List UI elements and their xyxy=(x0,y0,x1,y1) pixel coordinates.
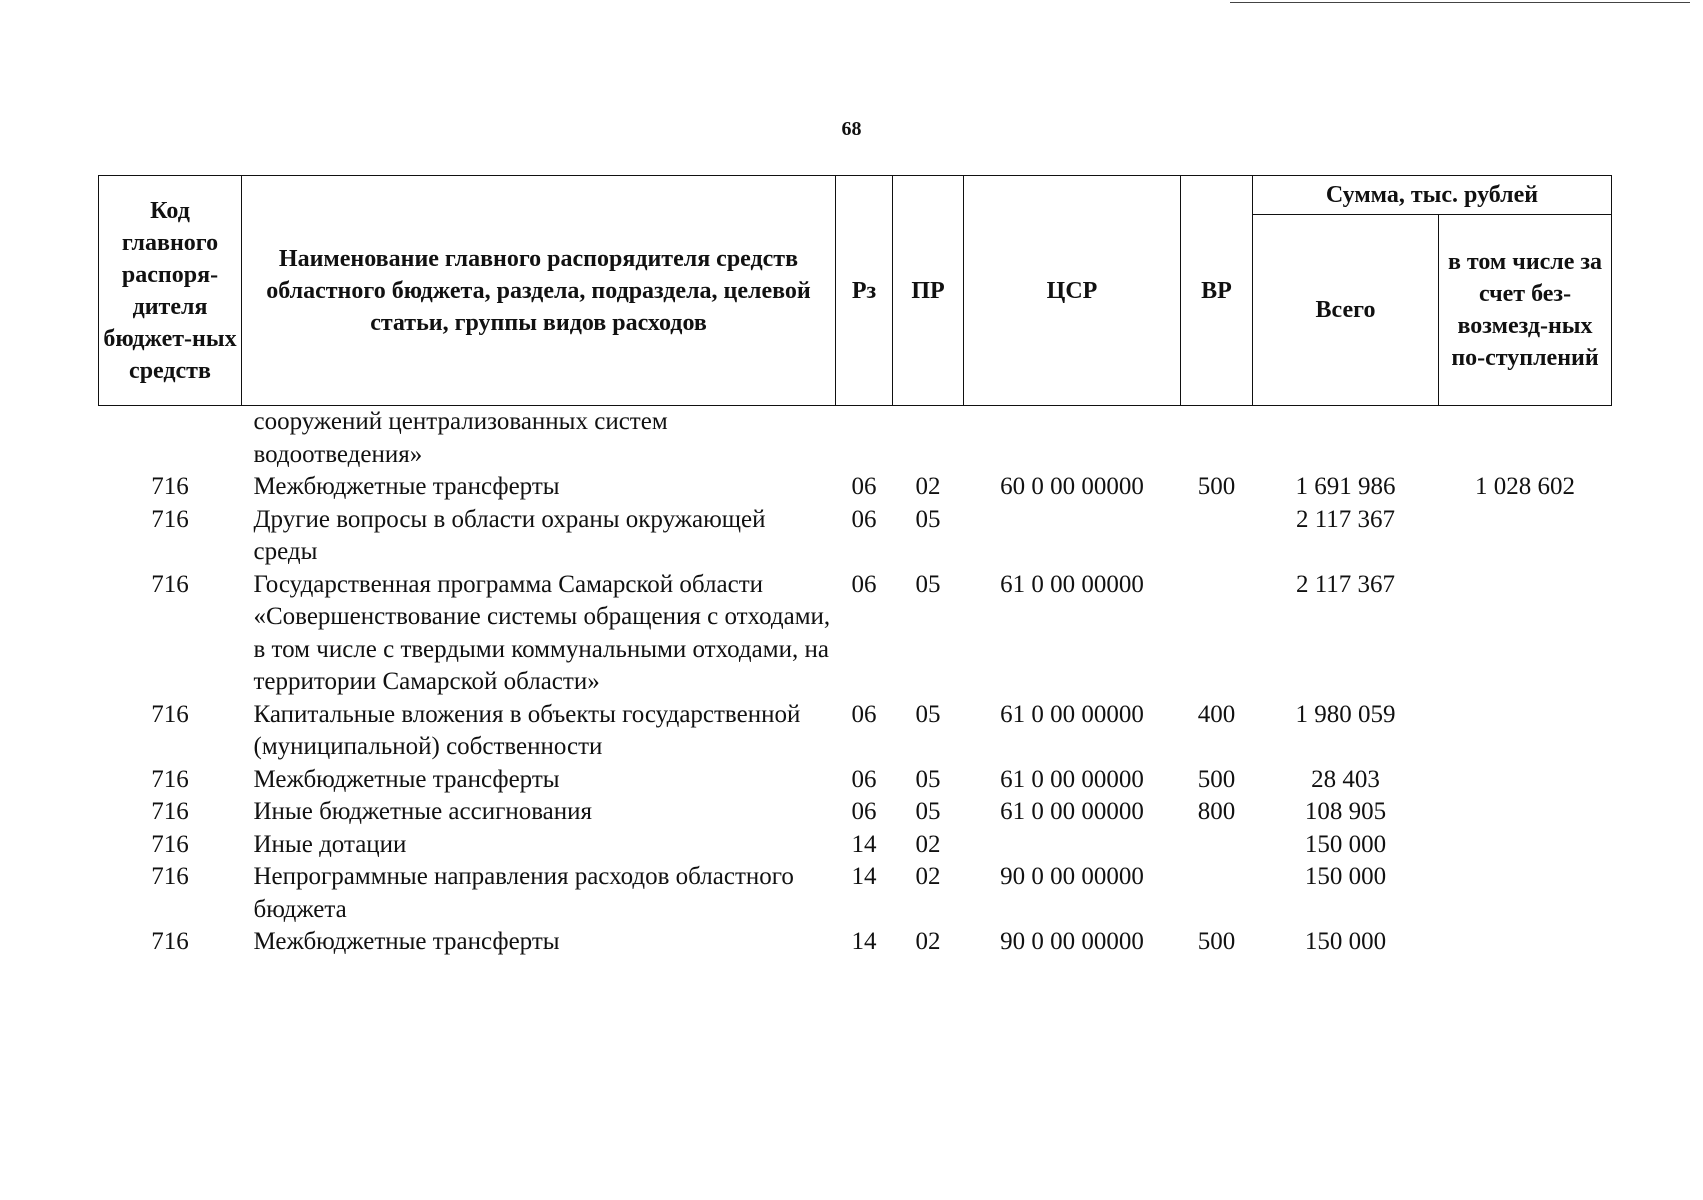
cell-csr xyxy=(964,504,1181,569)
cell-pr: 05 xyxy=(915,765,941,793)
header-csr: ЦСР xyxy=(964,176,1181,406)
cell-name: Непрограммные направления расходов областного бюджета xyxy=(253,863,794,923)
cell-rz: 06 xyxy=(851,798,877,825)
cell-pr: 02 xyxy=(915,830,941,858)
cell-name: Иные дотации xyxy=(253,830,407,858)
cell-rz: 14 xyxy=(851,928,877,955)
cell-rz xyxy=(836,406,893,472)
cell-csr: 61 0 00 00000 xyxy=(1000,798,1144,825)
cell-vr: 800 xyxy=(1197,798,1236,825)
cell-total: 150 000 xyxy=(1304,863,1387,890)
cell-pr: 02 xyxy=(915,928,941,955)
cell-total: 28 403 xyxy=(1311,765,1380,793)
header-name: Наименование главного распорядителя средств областного бюджета, раздела, подраздела, целевой статьи, группы видов расходов xyxy=(242,176,836,406)
cell-vr: 500 xyxy=(1197,928,1236,955)
header-gratuitous: в том числе за счет без-возмезд-ных по-ступлений xyxy=(1439,215,1612,406)
cell-name: Другие вопросы в области охраны окружающей среды xyxy=(253,505,766,565)
header-vr: ВР xyxy=(1181,176,1253,406)
cell-csr xyxy=(964,406,1181,472)
cell-csr: 60 0 00 00000 xyxy=(1000,473,1144,500)
cell-code: 716 xyxy=(151,570,189,598)
table-header xyxy=(99,176,1612,406)
cell-gratuitous xyxy=(1439,504,1612,569)
cell-rz: 06 xyxy=(851,505,877,533)
table-row xyxy=(99,764,1612,797)
cell-rz: 06 xyxy=(851,473,877,500)
table-row xyxy=(99,926,1612,959)
cell-vr: 500 xyxy=(1197,765,1236,793)
cell-gratuitous xyxy=(1439,699,1612,764)
cell-name: Государственная программа Самарской области «Совершенствование системы обращения с отходами, в том числе с твердыми коммунальными отходами, на территории Самарской области» xyxy=(253,570,831,695)
cell-total: 1 980 059 xyxy=(1295,700,1396,728)
table-row xyxy=(99,406,1612,472)
cell-pr xyxy=(893,406,964,472)
cell-code: 716 xyxy=(151,473,189,500)
cell-gratuitous xyxy=(1439,569,1612,699)
top-rule xyxy=(1230,2,1690,3)
budget-table xyxy=(98,175,1612,959)
cell-code: 716 xyxy=(151,928,189,955)
cell-gratuitous xyxy=(1439,926,1612,959)
cell-csr xyxy=(964,829,1181,862)
cell-pr: 02 xyxy=(915,863,941,890)
cell-name: Межбюджетные трансферты xyxy=(253,765,560,793)
cell-pr: 05 xyxy=(915,505,941,533)
header-rz: Рз xyxy=(836,176,893,406)
cell-vr xyxy=(1181,861,1253,926)
cell-vr xyxy=(1181,406,1253,472)
cell-csr: 90 0 00 00000 xyxy=(1000,863,1144,890)
cell-total: 150 000 xyxy=(1304,830,1387,858)
cell-code: 716 xyxy=(151,830,189,858)
table-row xyxy=(99,504,1612,569)
header-code: Код главного распоря-дителя бюджет-ных средств xyxy=(99,176,242,406)
cell-vr: 500 xyxy=(1197,473,1236,500)
cell-code xyxy=(99,406,242,472)
cell-vr xyxy=(1181,504,1253,569)
table-body xyxy=(99,406,1612,959)
cell-code: 716 xyxy=(151,765,189,793)
cell-code: 716 xyxy=(151,505,189,533)
cell-name: Межбюджетные трансферты xyxy=(253,473,560,500)
cell-total: 150 000 xyxy=(1304,928,1387,955)
cell-total: 2 117 367 xyxy=(1295,505,1396,533)
table-row xyxy=(99,861,1612,926)
cell-csr: 61 0 00 00000 xyxy=(1000,700,1144,728)
cell-rz: 06 xyxy=(851,765,877,793)
page-number: 68 xyxy=(841,118,862,140)
cell-gratuitous xyxy=(1439,829,1612,862)
table-row xyxy=(99,471,1612,504)
cell-code: 716 xyxy=(151,863,189,890)
cell-name: Капитальные вложения в объекты государственной (муниципальной) собственности xyxy=(253,700,801,760)
header-total: Всего xyxy=(1253,215,1439,406)
cell-gratuitous xyxy=(1439,796,1612,829)
cell-vr xyxy=(1181,569,1253,699)
cell-pr: 05 xyxy=(915,798,941,825)
header-sum: Сумма, тыс. рублей xyxy=(1253,176,1612,215)
table-row xyxy=(99,569,1612,699)
cell-rz: 06 xyxy=(851,570,877,598)
cell-pr: 05 xyxy=(915,570,941,598)
cell-total: 108 905 xyxy=(1304,798,1387,825)
cell-pr: 02 xyxy=(915,473,941,500)
cell-csr: 61 0 00 00000 xyxy=(1000,765,1144,793)
cell-total: 2 117 367 xyxy=(1295,570,1396,598)
header-pr: ПР xyxy=(893,176,964,406)
cell-total xyxy=(1253,406,1439,472)
cell-csr: 90 0 00 00000 xyxy=(1000,928,1144,955)
cell-csr: 61 0 00 00000 xyxy=(1000,570,1144,598)
cell-vr xyxy=(1181,829,1253,862)
table-row xyxy=(99,699,1612,764)
cell-gratuitous xyxy=(1439,861,1612,926)
cell-gratuitous xyxy=(1439,406,1612,472)
cell-total: 1 691 986 xyxy=(1295,473,1396,500)
cell-gratuitous xyxy=(1439,764,1612,797)
cell-name: Межбюджетные трансферты xyxy=(253,928,560,955)
cell-vr: 400 xyxy=(1197,700,1236,728)
cell-name: сооружений централизованных систем водоотведения» xyxy=(253,408,668,468)
cell-rz: 06 xyxy=(851,700,877,728)
cell-code: 716 xyxy=(151,798,189,825)
cell-code: 716 xyxy=(151,700,189,728)
cell-gratuitous: 1 028 602 xyxy=(1475,473,1575,500)
table-row xyxy=(99,829,1612,862)
cell-name: Иные бюджетные ассигнования xyxy=(253,798,593,825)
cell-rz: 14 xyxy=(851,863,877,890)
table-row xyxy=(99,796,1612,829)
cell-rz: 14 xyxy=(851,830,877,858)
cell-pr: 05 xyxy=(915,700,941,728)
